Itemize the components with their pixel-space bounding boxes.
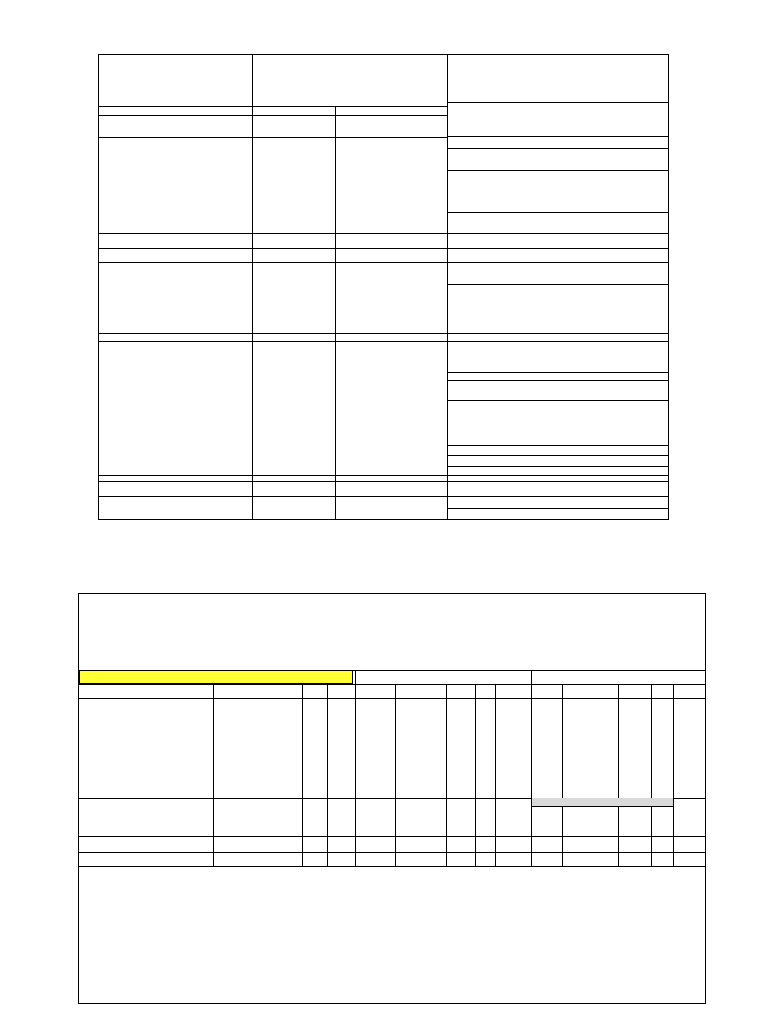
top-frame-left xyxy=(98,54,448,520)
ambientes-bar xyxy=(79,670,353,684)
top-frame-right xyxy=(447,54,669,520)
oficinas-ej2-shade xyxy=(532,798,673,806)
bottom-sheet xyxy=(0,560,768,1024)
